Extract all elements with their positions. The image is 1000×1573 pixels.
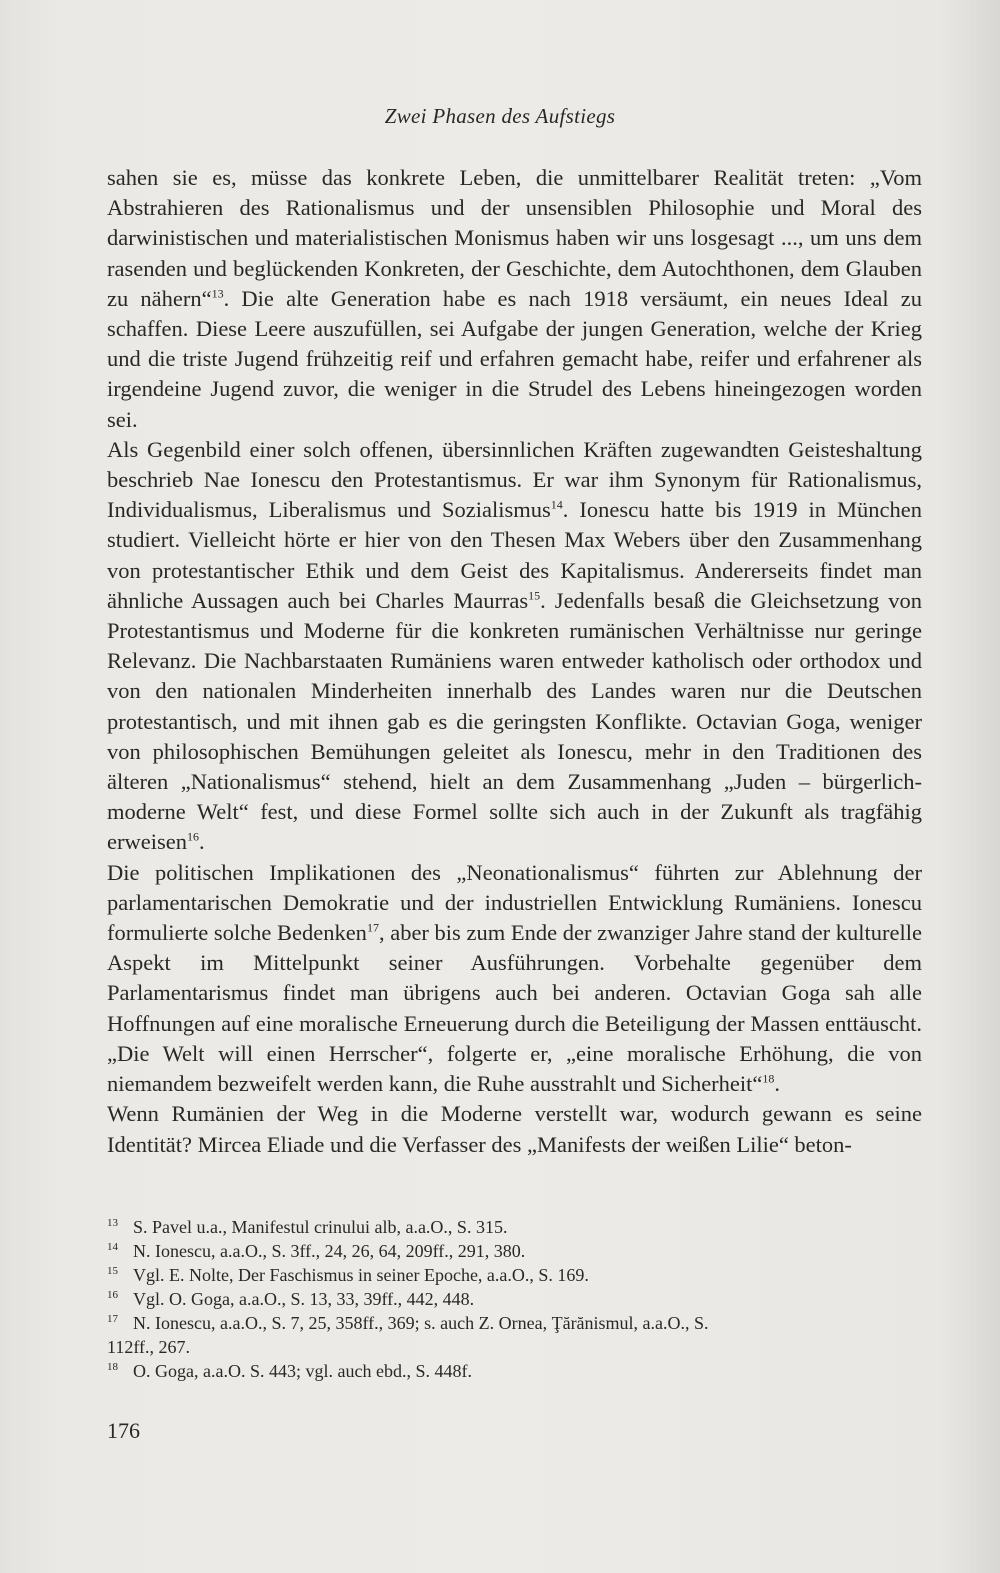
paragraph: [107, 1099, 922, 1159]
footnote: 17 N. Ionescu, a.a.O., S. 7, 25, 358ff., 369; s. auch Z. Ornea, Ţărănismul, a.a.O., S. 112ff., 267.: [107, 1311, 922, 1359]
text-run: , aber bis zum Ende der zwanziger Jahre stand der kulturelle Aspekt im Mittelpunkt seiner Ausführungen. Vorbehalte gegenüber dem Parlamentarismus findet man übrigens auch bei anderen. Octavian Goga sah alle Hoffnungen auf eine moralische Erneuerung durch die Beteiligung der Massen enttäuscht. „Die Welt will einen Herrscher“, folgerte er, „eine moralische Erhöhung, die von niemandem bezweifelt werden kann, die Ruhe ausstrahlt und Sicherheit“: [107, 920, 922, 1097]
footnotes: [107, 1215, 922, 1383]
footnote-text: Vgl. O. Goga, a.a.O., S. 13, 33, 39ff., 442, 448.: [133, 1289, 475, 1309]
text-run: sahen sie es, müsse das konkrete Leben, die unmittelbarer Realität treten: „Vom Abstrahieren des Rationalismus und der unsensiblen Philosophie und Moral des darwinistischen und materialistischen Monismus haben wir uns losgesagt ..., um uns dem rasenden und beglückenden Konkreten, der Geschichte, dem Autochthonen, dem Glauben zu nähern“: [107, 165, 922, 311]
page-number: 176: [107, 1418, 140, 1443]
body-text: [107, 163, 922, 1160]
footnote: 15 Vgl. E. Nolte, Der Faschismus in seiner Epoche, a.a.O., S. 169.: [107, 1265, 589, 1285]
footnote-continuation: 112ff., 267.: [107, 1337, 190, 1357]
text-run: . Ionescu hatte bis 1919 in München studiert. Vielleicht hörte er hier von den Thesen Max Webers über den Zusammenhang von protestantischer Ethik und dem Geist des Kapitalismus. Andererseits findet man ähnliche Aussagen auch bei Charles Maurras: [107, 497, 922, 613]
footnote: 14 N. Ionescu, a.a.O., S. 3ff., 24, 26, 64, 209ff., 291, 380.: [107, 1241, 526, 1261]
footnote-ref[interactable]: 14: [550, 497, 563, 512]
text-run: . Jedenfalls besaß die Gleichsetzung von Protestantismus und Moderne für die konkreten rumänischen Verhältnisse nur geringe Relevanz. Die Nachbarstaaten Rumäniens waren entweder katholisch oder orthodox und von den nationalen Minderheiten innerhalb des Landes waren nur die Deutschen protestantisch, und mit ihnen gab es die geringsten Konflikte. Octavian Goga, weniger von philosophischen Bemühungen geleitet als Ionescu, mehr in den Traditionen des älteren „Nationalismus“ stehend, hielt an dem Zusammenhang „Juden – bürgerlich-moderne Welt“ fest, und diese Formel sollte sich auch in der Zukunft als tragfähig erweisen: [107, 587, 922, 855]
footnote-text: S. Pavel u.a., Manifestul crinului alb, a.a.O., S. 315.: [133, 1217, 508, 1237]
paragraph: [107, 435, 922, 858]
footnote-text: Vgl. E. Nolte, Der Faschismus in seiner Epoche, a.a.O., S. 169.: [133, 1265, 589, 1285]
footnote: 13 S. Pavel u.a., Manifestul crinului alb, a.a.O., S. 315.: [107, 1217, 508, 1237]
text-run: .: [774, 1071, 781, 1097]
footnote: 18 O. Goga, a.a.O. S. 443; vgl. auch ebd., S. 448f.: [107, 1361, 472, 1381]
text-run: Wenn Rumänien der Weg in die Moderne verstellt war, wodurch gewann es seine Identität? Mircea Eliade und die Verfasser des „Manifests der weißen Lilie“ beton-: [107, 1101, 922, 1157]
footnote-ref[interactable]: 17: [366, 920, 379, 935]
text-run: Die politischen Implikationen des „Neonationalismus“ führten zur Ablehnung der parlamentarischen Demokratie und der industriellen Entwicklung Rumäniens. Ionescu formulierte solche Bedenken: [107, 859, 922, 946]
text-run: Als Gegenbild einer solch offenen, übersinnlichen Kräften zugewandten Geisteshaltung beschrieb Nae Ionescu den Protestantismus. Er war ihm Synonym für Rationalismus, Individualismus, Liberalismus und Sozialismus: [107, 436, 922, 523]
footnote-ref[interactable]: 13: [211, 286, 224, 301]
paragraph: [107, 858, 922, 1100]
footnote-text: N. Ionescu, a.a.O., S. 3ff., 24, 26, 64, 209ff., 291, 380.: [133, 1241, 526, 1261]
running-head: Zwei Phasen des Aufstiegs: [384, 104, 616, 128]
paragraph: [107, 163, 922, 435]
footnote-text: N. Ionescu, a.a.O., S. 7, 25, 358ff., 369; s. auch Z. Ornea, Ţărănismul, a.a.O., S.: [133, 1313, 709, 1333]
footnote-ref[interactable]: 18: [762, 1071, 775, 1086]
text-run: . Die alte Generation habe es nach 1918 versäumt, ein neues Ideal zu schaffen. Diese Leere auszufüllen, sei Aufgabe der jungen Generation, welche der Krieg und die triste Jugend frühzeitig reif und erfahren gemacht habe, reifer und erfahrener als irgendeine Jugend zuvor, die weniger in die Strudel des Lebens hineingezogen worden sei.: [107, 285, 922, 432]
footnote: 16 Vgl. O. Goga, a.a.O., S. 13, 33, 39ff., 442, 448.: [107, 1289, 475, 1309]
footnote-ref[interactable]: 16: [186, 829, 199, 844]
footnote-ref[interactable]: 15: [528, 588, 541, 603]
text-run: .: [198, 829, 205, 855]
footnote-text: O. Goga, a.a.O. S. 443; vgl. auch ebd., S. 448f.: [133, 1361, 472, 1381]
